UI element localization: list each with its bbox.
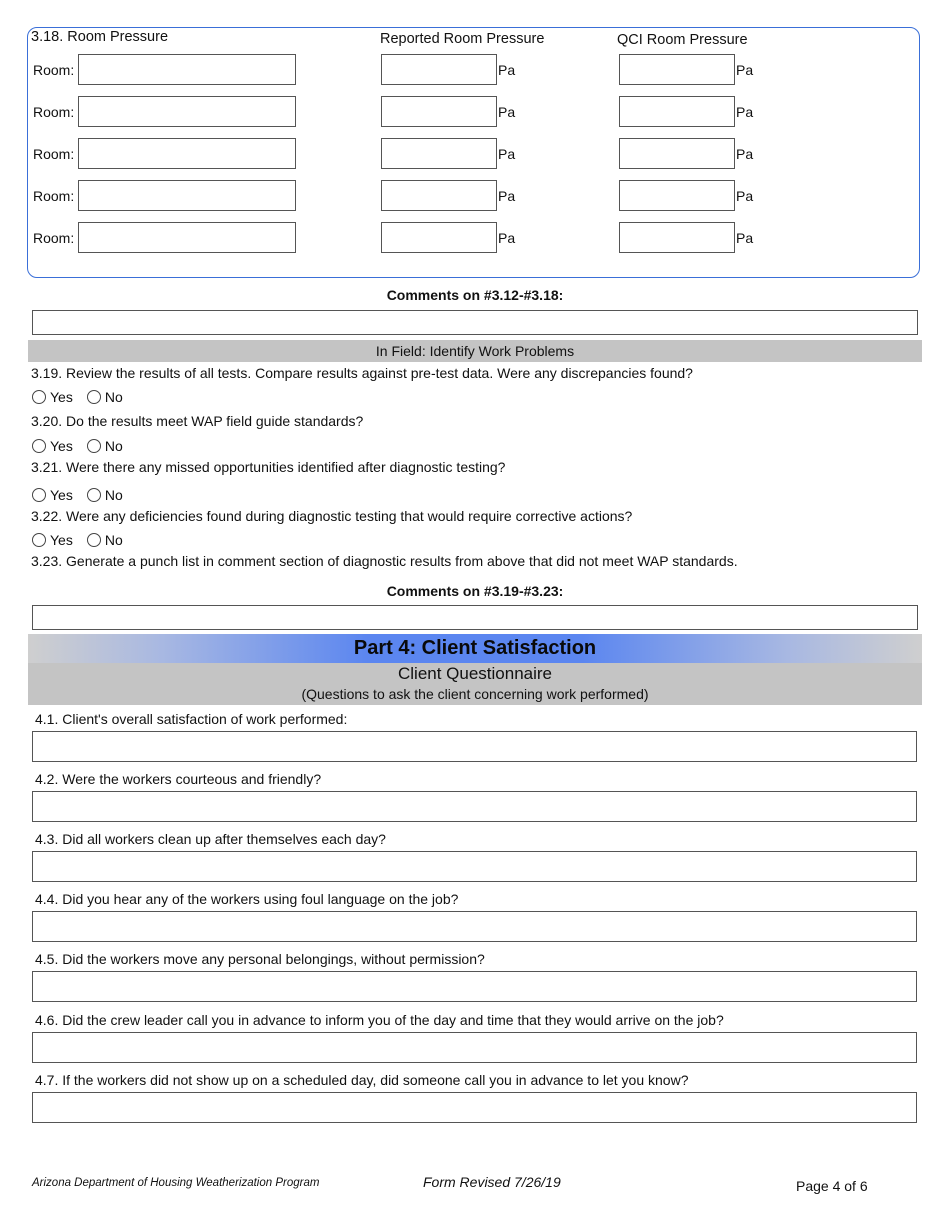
qci-pressure-field[interactable] xyxy=(619,96,735,127)
yes-label: Yes xyxy=(50,487,73,503)
question-4-6: 4.6. Did the crew leader call you in advance to inform you of the day and time that they would arrive on the job? xyxy=(35,1012,724,1028)
yes-option[interactable] xyxy=(32,389,73,405)
yes-label: Yes xyxy=(50,532,73,548)
yes-option[interactable] xyxy=(32,438,73,454)
reported-pressure-field[interactable] xyxy=(381,138,497,169)
question-4-1: 4.1. Client's overall satisfaction of work performed: xyxy=(35,711,348,727)
question-3-20: 3.20. Do the results meet WAP field guide standards? xyxy=(31,413,364,429)
yes-option[interactable] xyxy=(32,532,73,548)
pa-unit: Pa xyxy=(498,146,516,162)
answer-4-5-field[interactable] xyxy=(32,971,917,1002)
qci-pressure-field[interactable] xyxy=(619,138,735,169)
no-option[interactable] xyxy=(87,438,123,454)
pa-unit: Pa xyxy=(736,230,754,246)
question-4-5: 4.5. Did the workers move any personal belongings, without permission? xyxy=(35,951,485,967)
no-radio[interactable] xyxy=(87,533,101,547)
pa-unit: Pa xyxy=(498,230,516,246)
radio-group-3-22 xyxy=(32,532,137,548)
pa-unit: Pa xyxy=(736,146,754,162)
client-questionnaire-note: (Questions to ask the client concerning work performed) xyxy=(301,686,649,702)
pa-unit: Pa xyxy=(498,62,516,78)
comments-312-318-field[interactable] xyxy=(32,310,918,335)
no-label: No xyxy=(104,532,123,548)
no-radio[interactable] xyxy=(87,488,101,502)
answer-4-1-field[interactable] xyxy=(32,731,917,762)
yes-label: Yes xyxy=(50,438,73,454)
room-label: Room: xyxy=(33,62,75,78)
pa-unit: Pa xyxy=(498,188,516,204)
radio-group-3-19 xyxy=(32,389,137,405)
answer-4-4-field[interactable] xyxy=(32,911,917,942)
room-name-field[interactable] xyxy=(78,138,296,169)
yes-radio[interactable] xyxy=(32,488,46,502)
question-3-22: 3.22. Were any deficiencies found during diagnostic testing that would require corrective actions? xyxy=(31,508,633,524)
yes-label: Yes xyxy=(50,389,73,405)
room-pressure-title: 3.18. Room Pressure xyxy=(31,29,169,45)
room-label: Room: xyxy=(33,230,75,246)
reported-pressure-header: Reported Room Pressure xyxy=(380,31,545,47)
room-name-field[interactable] xyxy=(78,96,296,127)
room-name-field[interactable] xyxy=(78,180,296,211)
radio-group-3-20 xyxy=(32,438,137,454)
question-4-7: 4.7. If the workers did not show up on a scheduled day, did someone call you in advance to let you know? xyxy=(35,1072,689,1088)
comments-319-323-label: Comments on #3.19-#3.23: xyxy=(386,583,564,599)
pa-unit: Pa xyxy=(498,104,516,120)
yes-radio[interactable] xyxy=(32,390,46,404)
footer-org: Arizona Department of Housing Weatherization Program xyxy=(32,1177,320,1189)
question-4-3: 4.3. Did all workers clean up after themselves each day? xyxy=(35,831,386,847)
client-questionnaire-title: Client Questionnaire xyxy=(397,664,553,683)
pa-unit: Pa xyxy=(736,104,754,120)
reported-pressure-field[interactable] xyxy=(381,222,497,253)
answer-4-7-field[interactable] xyxy=(32,1092,917,1123)
comments-312-318-label: Comments on #3.12-#3.18: xyxy=(386,287,564,303)
no-label: No xyxy=(104,438,123,454)
qci-pressure-field[interactable] xyxy=(619,180,735,211)
no-label: No xyxy=(104,487,123,503)
question-4-2: 4.2. Were the workers courteous and friendly? xyxy=(35,771,322,787)
no-option[interactable] xyxy=(87,389,123,405)
reported-pressure-field[interactable] xyxy=(381,180,497,211)
footer-page-number: Page 4 of 6 xyxy=(796,1178,868,1194)
yes-option[interactable] xyxy=(32,487,73,503)
yes-radio[interactable] xyxy=(32,533,46,547)
qci-pressure-header: QCI Room Pressure xyxy=(617,32,748,48)
qci-pressure-field[interactable] xyxy=(619,54,735,85)
yes-radio[interactable] xyxy=(32,439,46,453)
question-3-19: 3.19. Review the results of all tests. Compare results against pre-test data. Were any discrepancies found? xyxy=(31,365,693,381)
room-label: Room: xyxy=(33,188,75,204)
room-label: Room: xyxy=(33,146,75,162)
question-3-21: 3.21. Were there any missed opportunities identified after diagnostic testing? xyxy=(31,459,506,475)
no-option[interactable] xyxy=(87,487,123,503)
question-4-4: 4.4. Did you hear any of the workers using foul language on the job? xyxy=(35,891,459,907)
pa-unit: Pa xyxy=(736,188,754,204)
room-label: Room: xyxy=(33,104,75,120)
room-name-field[interactable] xyxy=(78,54,296,85)
footer-revised: Form Revised 7/26/19 xyxy=(423,1174,561,1190)
part4-banner: Part 4: Client Satisfaction xyxy=(28,634,922,663)
room-name-field[interactable] xyxy=(78,222,296,253)
radio-group-3-21 xyxy=(32,487,137,503)
answer-4-3-field[interactable] xyxy=(32,851,917,882)
no-radio[interactable] xyxy=(87,390,101,404)
no-radio[interactable] xyxy=(87,439,101,453)
work-problems-header: In Field: Identify Work Problems xyxy=(28,340,922,362)
comments-319-323-field[interactable] xyxy=(32,605,918,630)
answer-4-6-field[interactable] xyxy=(32,1032,917,1063)
qci-pressure-field[interactable] xyxy=(619,222,735,253)
reported-pressure-field[interactable] xyxy=(381,54,497,85)
question-3-23: 3.23. Generate a punch list in comment section of diagnostic results from above that did not meet WAP standards. xyxy=(31,553,738,569)
no-label: No xyxy=(104,389,123,405)
reported-pressure-field[interactable] xyxy=(381,96,497,127)
no-option[interactable] xyxy=(87,532,123,548)
answer-4-2-field[interactable] xyxy=(32,791,917,822)
pa-unit: Pa xyxy=(736,62,754,78)
